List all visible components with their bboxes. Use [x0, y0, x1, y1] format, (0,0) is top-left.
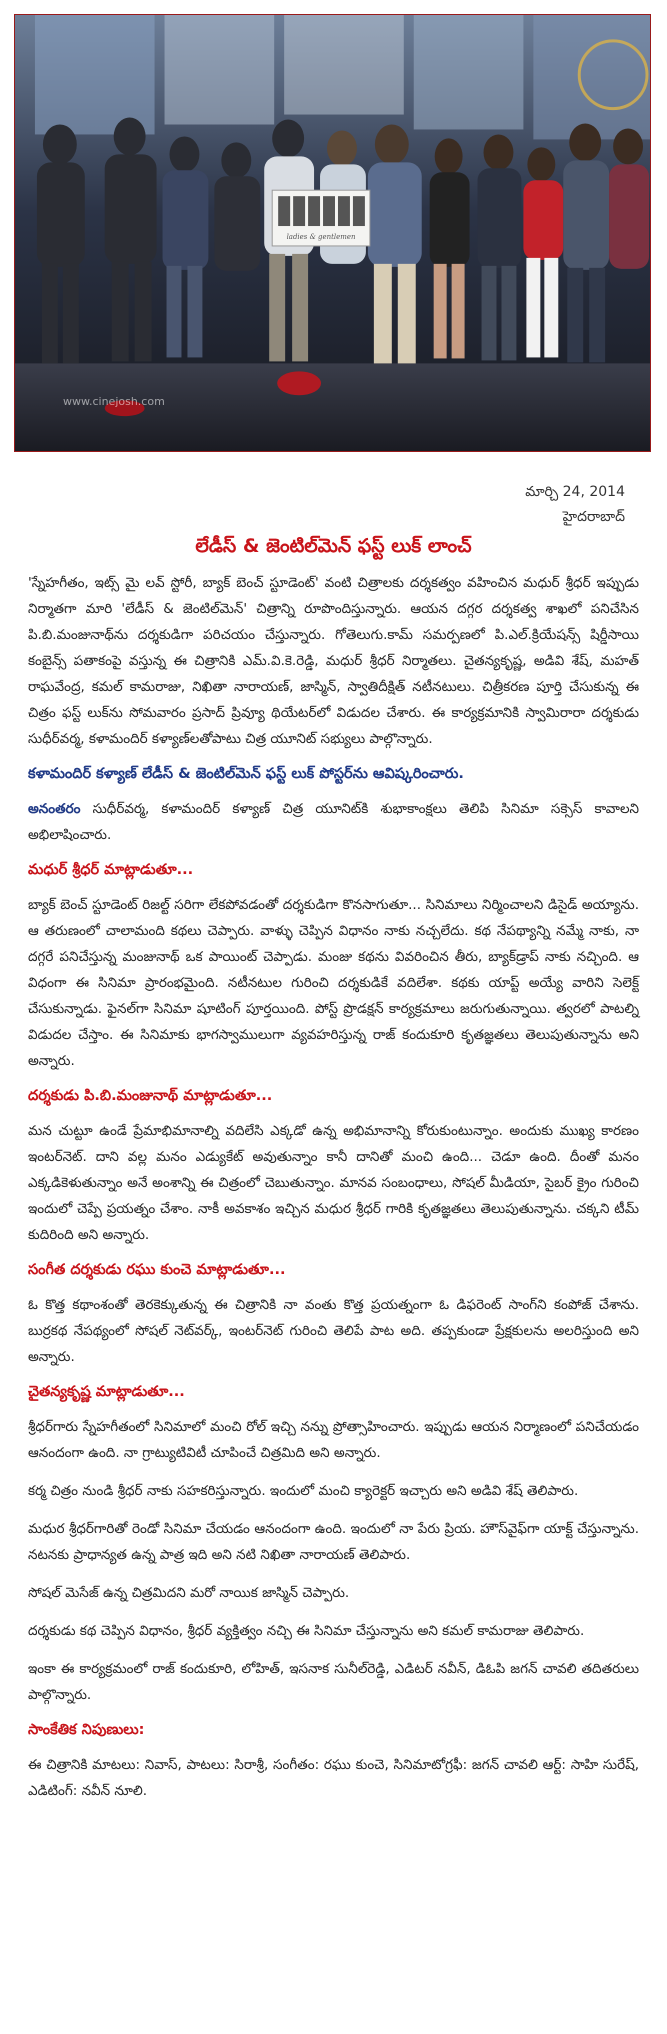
section-heading: మధుర్ శ్రీధర్ మాట్లాడుతూ...: [28, 862, 194, 878]
speaker-section: [28, 1088, 639, 1248]
launch-line: కళామందిర్ కళ్యాణ్ లేడీస్ & జెంటిల్‌మెన్ ఫస్ట్ లుక్ పోస్టర్‌ను ఆవిష్కరించారు.: [28, 766, 464, 782]
section-paragraph: కర్మ చిత్రం నుండి శ్రీధర్ నాకు సహకరిస్తున్నారు. ఇందులో మంచి క్యారెక్టర్ ఇచ్చారు అని అడివి శేష్ తెలిపారు.: [28, 1483, 579, 1499]
article-date: మార్చి 24, 2014: [525, 484, 625, 500]
section-paragraph: బ్యాక్ బెంచ్ స్టూడెంట్ రిజల్ట్ సరిగా లేకపోవడంతో దర్శకుడిగా కొనసాగుతూ... సినిమాలు నిర్మించాలని డిసైడ్ అయ్యాను. ఆ తరుణంలో చాలామంది కథలు చెప్పారు. వాళ్ళు చెప్పిన విధానం నాకు నచ్చలేదు. కథ నేపథ్యాన్ని నమ్మే నాకు, నా దగ్గరే పనిచేస్తున్న మంజునాథ్ ఒక పాయింట్ చెప్పాడు. మంజు కథను వివరించిన తీరు, బ్యాక్‌డ్రాప్ నాకు నచ్చింది. ఆ విధంగా ఈ సినిమా ప్రారంభమైంది. నటీనటుల గురించి దర్శకుడికే వదిలేశా. కథకు యాప్ట్ అయ్యే వారిని సెలెక్ట్ చేసుకున్నాడు. ఫైనల్‌గా సినిమా షూటింగ్ పూర్తయింది. పోస్ట్ ప్రొడక్షన్ కార్యక్రమాలు జరుగుతున్నాయి. త్వరలో పాటల్ని విడుదల చేస్తాం. ఈ సినిమాకు భాగస్వాములుగా వ్యవహరిస్తున్న రాజ్ కందుకూరి కృతజ్ఞతలు తెలుపుతున్నాను అని అన్నారు.: [28, 897, 639, 1069]
after-event-paragraph: [28, 796, 639, 848]
section-paragraph: ఇంకా ఈ కార్యక్రమంలో రాజ్ కందుకూరి, లోహిత్, ఇసనాక సునీల్‌రెడ్డి, ఎడిటర్ నవీన్, డిఓపి జగన్ చావలి తదితరులు పాల్గొన్నారు.: [28, 1661, 639, 1703]
event-photo: [14, 14, 651, 452]
section-heading: సాంకేతిక నిపుణులు:: [28, 1722, 145, 1738]
section-heading: చైతన్యకృష్ణ మాట్లాడుతూ...: [28, 1384, 185, 1400]
event-photo-image: [15, 15, 650, 451]
speaker-sections: [28, 862, 639, 1804]
speaker-section: [28, 862, 639, 1074]
after-rest-text: సుధీర్‌వర్మ, కళామందిర్ కళ్యాణ్ చిత్ర యూనిట్‌కి శుభాకాంక్షలు తెలిపి సినిమా సక్సెస్ కావాలని అభిలాషించారు.: [28, 801, 639, 843]
section-heading: దర్శకుడు పి.బి.మంజునాథ్ మాట్లాడుతూ...: [28, 1088, 273, 1104]
speaker-section: [28, 1384, 639, 1708]
speaker-section: [28, 1262, 639, 1370]
speaker-section: [28, 1722, 639, 1804]
article-intro: 'స్నేహగీతం, ఇట్స్ మై లవ్ స్టోరీ, బ్యాక్ బెంచ్ స్టూడెంట్' వంటి చిత్రాలకు దర్శకత్వం వహించిన మధుర్ శ్రీధర్ ఇప్పుడు నిర్మాతగా మారి 'లేడీస్ & జెంటిల్‌మెన్' చిత్రాన్ని రూపొందిస్తున్నారు. ఆయన దగ్గర దర్శకత్వ శాఖలో పనిచేసిన పి.బి.మంజునాథ్‌ను దర్శకుడిగా పరిచయం చేస్తున్నారు. గోతెలుగు.కామ్ సమర్పణలో పి.ఎల్.క్రియేషన్స్ షిర్డీసాయి కంబైన్స్ పతాకంపై వస్తున్న ఈ చిత్రానికి ఎమ్.వి.కె.రెడ్డి, మధుర్ శ్రీధర్ నిర్మాతలు. చైతన్యకృష్ణ, అడివి శేష్, మహత్ రాఘవేంద్ర, కమల్ కామరాజు, నిఖితా నారాయణ్, జాస్మిన్, స్వాతిదీక్షిత్ నటీనటులు. చిత్రీకరణ పూర్తి చేసుకున్న ఈ చిత్రం ఫస్ట్ లుక్‌ను సోమవారం ప్రసాద్ ప్రివ్యూ థియేటర్‌లో విడుదల చేశారు. ఈ కార్యక్రమానికి స్వామిరారా దర్శకుడు సుధీర్‌వర్మ, కళామందిర్ కళ్యాణ్‌లతోపాటు చిత్ర యూనిట్ సభ్యులు పాల్గొన్నారు.: [28, 575, 639, 747]
article-body: [28, 570, 639, 1816]
section-paragraph: మధుర శ్రీధర్‌గారితో రెండో సినిమా చేయడం ఆనందంగా ఉంది. ఇందులో నా పేరు ప్రియ. హౌస్‌వైఫ్‌గా యాక్ట్ చేస్తున్నాను. నటనకు ప్రాధాన్యత ఉన్న పాత్ర ఇది అని నటి నిఖితా నారాయణ్ తెలిపారు.: [28, 1521, 639, 1563]
section-heading: సంగీత దర్శకుడు రఘు కుంచె మాట్లాడుతూ...: [28, 1262, 286, 1278]
poster-caption: ladies & gentlemen: [286, 232, 356, 241]
article-headline: లేడీస్ & జెంటిల్‌మెన్ ఫస్ట్ లుక్ లాంచ్: [195, 535, 472, 557]
section-paragraph: దర్శకుడు కథ చెప్పిన విధానం, శ్రీధర్ వ్యక్తిత్వం నచ్చి ఈ సినిమా చేస్తున్నాను అని కమల్ కామరాజు తెలిపారు.: [28, 1623, 585, 1639]
section-paragraph: ఈ చిత్రానికి మాటలు: నివాస్, పాటలు: సిరాశ్రీ, సంగీతం: రఘు కుంచె, సినిమాటోగ్రఫీ: జగన్ చావలి ఆర్ట్: సాహి సురేష్, ఎడిటింగ్: నవీన్ నూలి.: [28, 1757, 639, 1799]
section-paragraph: మన చుట్టూ ఉండే ప్రేమాభిమానాల్ని వదిలేసి ఎక్కడో ఉన్న అభిమానాన్ని కోరుకుంటున్నాం. అందుకు ముఖ్య కారణం ఇంటర్‌నెట్. దాని వల్ల మనం ఎడ్యుకేట్ అవుతున్నాం కానీ దానితో మంచి ఉంది... చెడూ ఉంది. దీంతో మనం ఎక్కడికెళుతున్నాం అనే అంశాన్ని ఈ చిత్రంలో చెబుతున్నాం. మానవ సంబంధాలు, సోషల్ మీడియా, సైబర్ క్రైం గురించి ఇందులో చెప్పే ప్రయత్నం చేశాం. నాకీ అవకాశం ఇచ్చిన మధుర శ్రీధర్ గారికి కృతజ్ఞతలు తెలుపుతున్నాను. చక్కని టీమ్ కుదిరింది అని అన్నారు.: [28, 1123, 639, 1243]
article-city: హైదరాబాద్: [562, 509, 625, 525]
section-paragraph: శ్రీధర్‌గారు స్నేహగీతంలో సినిమాలో మంచి రోల్ ఇచ్చి నన్ను ప్రోత్సాహించారు. ఇప్పుడు ఆయన నిర్మాణంలో పనిచేయడం ఆనందంగా ఉంది. నా గ్రాట్యుటివిటీ చూపించే చిత్రమిది అని అన్నారు.: [28, 1419, 639, 1461]
after-lead-word: అనంతరం: [28, 801, 81, 817]
section-paragraph: సోషల్ మెసేజ్ ఉన్న చిత్రమిదని మరో నాయిక జాస్మిన్ చెప్పారు.: [28, 1585, 350, 1601]
section-paragraph: ఓ కొత్త కథాంశంతో తెరకెక్కుతున్న ఈ చిత్రానికి నా వంతు కొత్త ప్రయత్నంగా ఓ డిఫరెంట్ సాంగ్‌ని కంపోజ్ చేశాను. బుర్రకథ నేపథ్యంలో సోషల్ నెట్‌వర్క్, ఇంటర్‌నెట్ గురించి తెలిపే పాట అది. తప్పకుండా ప్రేక్షకులను అలరిస్తుంది అని అన్నారు.: [28, 1297, 639, 1365]
photo-watermark: www.cinejosh.com: [63, 395, 165, 408]
